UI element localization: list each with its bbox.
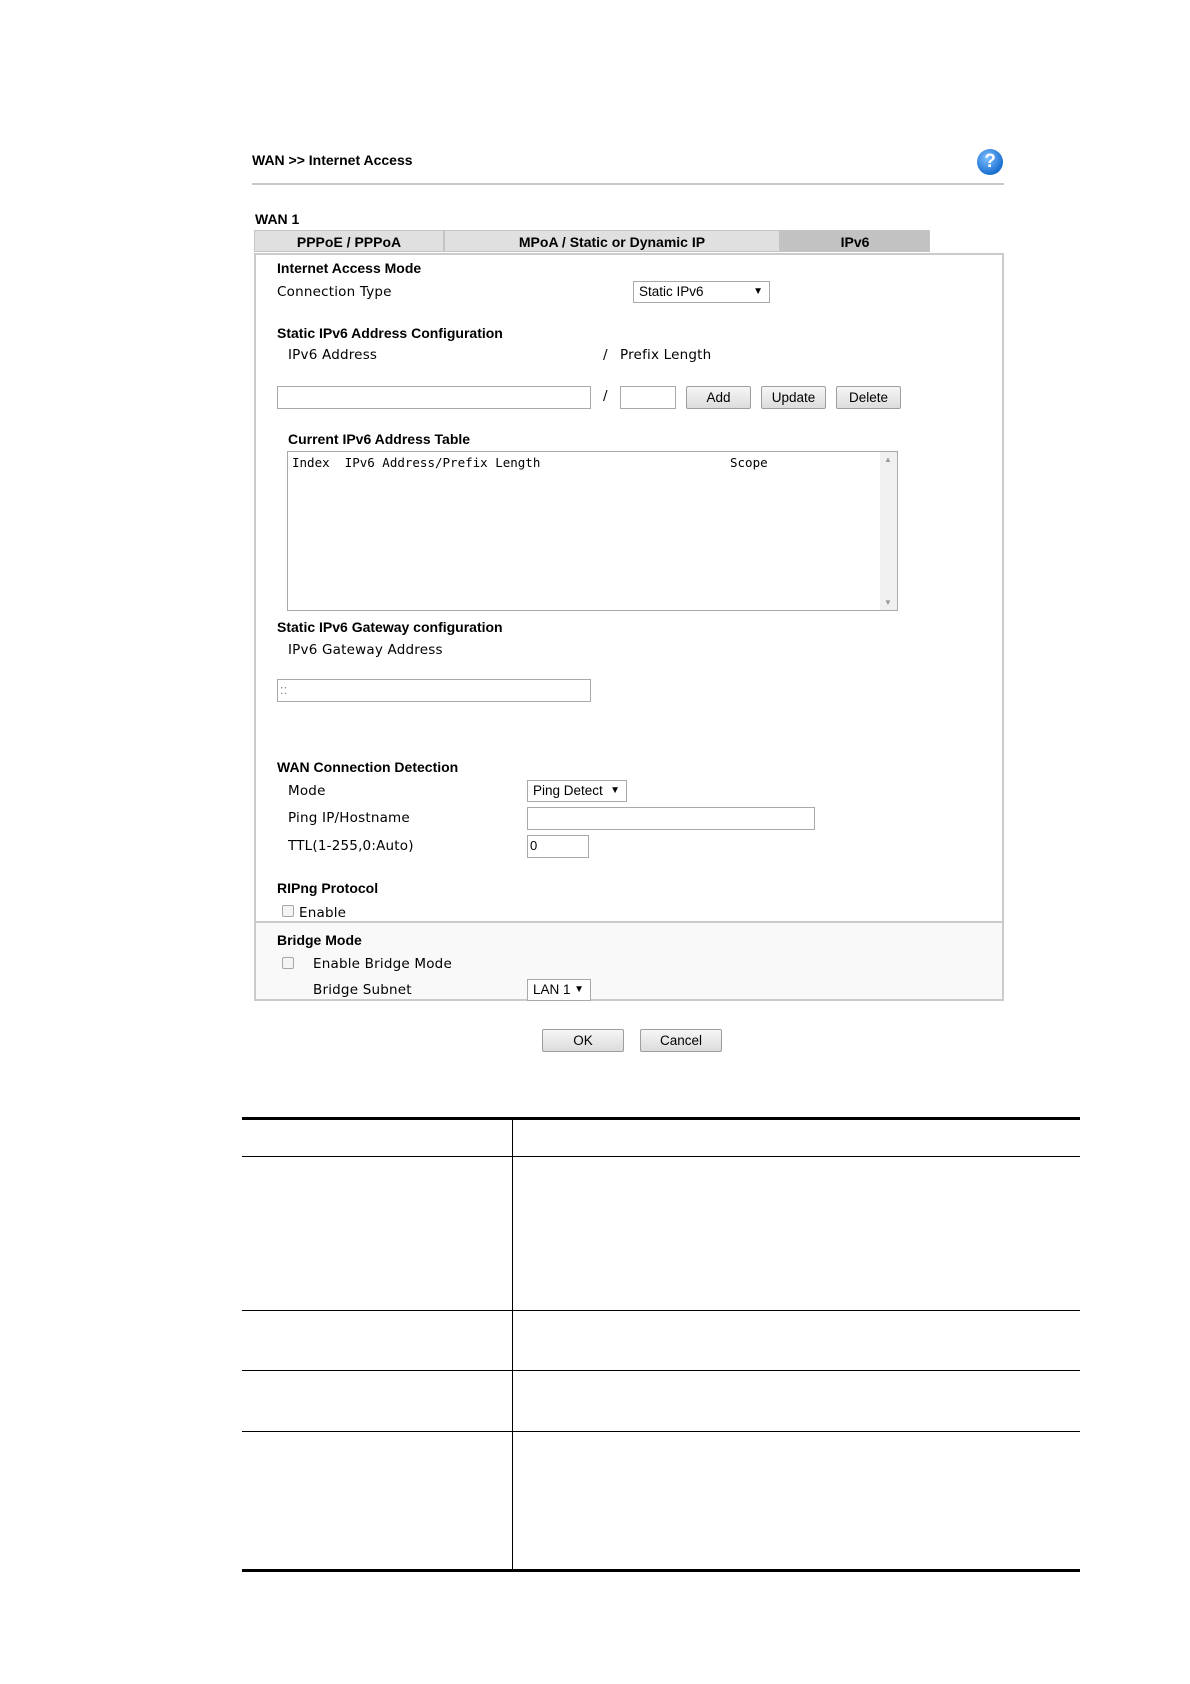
ipv6-address-input[interactable]	[277, 386, 591, 409]
ping-hostname-input[interactable]	[527, 807, 815, 830]
table-column-divider	[512, 1119, 513, 1570]
internet-access-mode-heading: Internet Access Mode	[277, 260, 422, 276]
address-table-heading: Current IPv6 Address Table	[288, 431, 471, 447]
connection-type-value: Static IPv6	[639, 284, 704, 299]
ttl-input[interactable]: 0	[527, 835, 589, 858]
table-header-rule	[242, 1156, 1080, 1157]
gateway-address-label: IPv6 Gateway Address	[288, 642, 443, 658]
bridge-enable-label: Enable Bridge Mode	[313, 956, 452, 972]
gateway-heading: Static IPv6 Gateway configuration	[277, 619, 503, 635]
update-button[interactable]: Update	[761, 386, 826, 409]
table-scrollbar[interactable]	[880, 452, 897, 610]
ripng-heading: RIPng Protocol	[277, 880, 379, 896]
static-ipv6-heading: Static IPv6 Address Configuration	[277, 325, 503, 341]
mode-label: Mode	[288, 783, 326, 799]
breadcrumb: WAN >> Internet Access	[252, 152, 413, 168]
chevron-down-icon: ▼	[574, 984, 584, 995]
ripng-enable-checkbox[interactable]	[282, 905, 294, 917]
bridge-subnet-select[interactable]	[527, 979, 591, 1001]
add-button[interactable]: Add	[686, 386, 751, 409]
bridge-subnet-value: LAN 1	[533, 982, 571, 997]
panel-divider	[256, 921, 1002, 923]
wan-detection-heading: WAN Connection Detection	[277, 759, 459, 775]
tab-ipv6[interactable]: IPv6	[780, 230, 930, 252]
bridge-subnet-label: Bridge Subnet	[313, 982, 412, 998]
table-row-rule	[242, 1310, 1080, 1311]
ttl-label: TTL(1-255,0:Auto)	[288, 838, 414, 854]
table-header-scope: Scope	[730, 455, 768, 470]
chevron-down-icon: ▼	[753, 286, 763, 297]
table-top-rule	[242, 1117, 1080, 1120]
table-row-rule	[242, 1431, 1080, 1432]
scroll-down-icon[interactable]: ▼	[884, 598, 892, 607]
ping-hostname-label: Ping IP/Hostname	[288, 810, 410, 826]
bridge-mode-heading: Bridge Mode	[277, 932, 362, 948]
detection-mode-select[interactable]	[527, 780, 627, 802]
wan-title: WAN 1	[255, 211, 300, 227]
help-icon[interactable]: ?	[977, 149, 1003, 175]
prefix-length-input[interactable]	[620, 386, 676, 409]
ipv6-address-table[interactable]	[287, 451, 898, 611]
cancel-button[interactable]: Cancel	[640, 1029, 722, 1052]
chevron-down-icon: ▼	[610, 785, 620, 796]
delete-button[interactable]: Delete	[836, 386, 901, 409]
ok-button[interactable]: OK	[542, 1029, 624, 1052]
ipv6-address-label: IPv6 Address	[288, 347, 378, 363]
tab-mpoa-static-dynamic[interactable]: MPoA / Static or Dynamic IP	[444, 230, 780, 252]
bridge-enable-checkbox[interactable]	[282, 957, 294, 969]
table-row-rule	[242, 1370, 1080, 1371]
scroll-up-icon[interactable]: ▲	[884, 455, 892, 464]
gateway-address-input[interactable]: ::	[277, 679, 591, 702]
detection-mode-value: Ping Detect	[533, 783, 603, 798]
ripng-enable-label: Enable	[299, 905, 347, 921]
input-slash: /	[603, 388, 608, 404]
connection-type-label: Connection Type	[277, 284, 392, 300]
table-bottom-rule	[242, 1569, 1080, 1572]
table-header-index-address: Index IPv6 Address/Prefix Length	[292, 455, 541, 470]
prefix-slash-label: /	[603, 347, 608, 363]
prefix-length-label: Prefix Length	[620, 347, 712, 363]
tab-pppoe-pppoa[interactable]: PPPoE / PPPoA	[254, 230, 444, 252]
connection-type-select[interactable]	[633, 281, 770, 303]
header-divider	[252, 183, 1004, 185]
